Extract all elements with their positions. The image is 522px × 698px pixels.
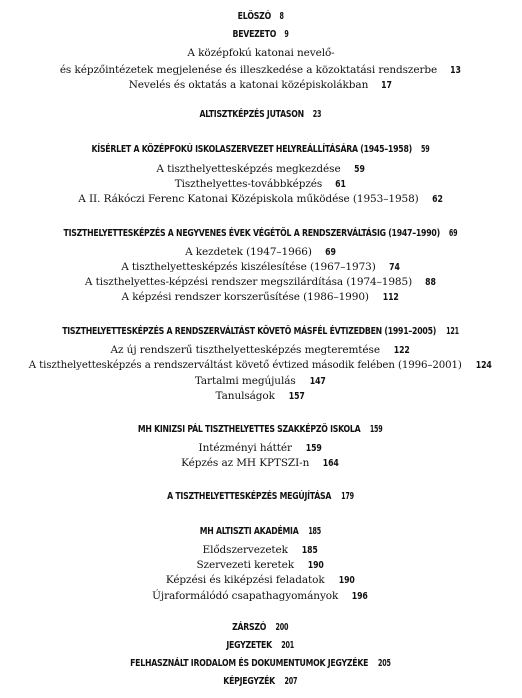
page-number: 157 xyxy=(288,391,305,402)
toc-subitem: és képzőintézetek megjelenése és illeszkedése a közoktatási rendszerbe 13 xyxy=(59,64,461,76)
toc-heading: A TISZTHELYETTESKÉPZÉS MEGÚJÍTÁSA 179 xyxy=(167,491,354,502)
page-number: 122 xyxy=(393,345,410,356)
toc-subitem: Újraformálódó csapathagyományok 196 xyxy=(152,590,369,602)
toc-subitem: Nevelés és oktatás a katonai középiskolákban 17 xyxy=(128,79,393,91)
toc-heading: FELHASZNÁLT IRODALOM ÉS DOKUMENTUMOK JEGYZÉKE 205 xyxy=(130,658,391,669)
page-number: 124 xyxy=(475,360,492,371)
page-number: 205 xyxy=(377,658,391,669)
toc-heading-eloszo: ELŐSZÓ 8 xyxy=(237,11,284,22)
page-number: 179 xyxy=(340,491,354,502)
page-number: 69 xyxy=(325,247,336,258)
toc-subitem: Szervezeti keretek 190 xyxy=(196,559,324,571)
page-number: 23 xyxy=(313,109,322,120)
page-number: 69 xyxy=(449,228,458,239)
toc-subitem: A tiszthelyettesképzés kiszélesítése (1967–1973) 74 xyxy=(121,261,400,273)
toc-subitem: Tartalmi megújulás 147 xyxy=(194,375,326,387)
toc-subitem: A tiszthelyettes-képzési rendszer megszilárdítása (1974–1985) 88 xyxy=(84,276,436,288)
toc-heading: MH KINIZSI PÁL TISZTHELYETTES SZAKKÉPZŐ ISKOLA 159 xyxy=(137,424,383,435)
toc-heading: ALTISZTKÉPZÉS JUTASON 23 xyxy=(199,109,322,120)
toc-heading: TISZTHELYETTESKÉPZÉS A RENDSZERVÁLTÁST KÖVETŐ MÁSFÉL ÉVTIZEDBEN (1991–2005) 121 xyxy=(62,326,459,337)
page-number: 196 xyxy=(352,591,369,602)
toc-subitem: A II. Rákóczi Ferenc Katonai Középiskola működése (1953–1958) 62 xyxy=(78,193,443,205)
page-number: 59 xyxy=(421,144,430,155)
toc-subitem: A tiszthelyettesképzés megkezdése 59 xyxy=(156,163,365,175)
toc-heading: TISZTHELYETTESKÉPZÉS A NEGYVENES ÉVEK VÉGÉTŐL A RENDSZERVÁLTÁSIG (1947–1990) 69 xyxy=(63,228,458,239)
toc-subitem: A kezdetek (1947–1966) 69 xyxy=(185,246,336,258)
toc-heading: KÍSÉRLET A KÖZÉPFOKÚ ISKOLASZERVEZET HELYREÁLLÍTÁSÁRA (1945–1958) 59 xyxy=(91,144,430,155)
page-number: 59 xyxy=(353,164,365,175)
toc-heading-bevezeto: BEVEZETŐ 9 xyxy=(232,29,289,40)
page-number: 17 xyxy=(381,80,393,91)
page-number: 62 xyxy=(431,194,443,205)
toc-subitem: Az új rendszerű tiszthelyettesképzés megteremtése 122 xyxy=(110,344,410,356)
page-number: 190 xyxy=(338,575,355,586)
page-number: 159 xyxy=(370,424,383,435)
page-number: 88 xyxy=(425,277,436,288)
toc-heading: JEGYZETEK 201 xyxy=(226,640,295,651)
toc-subitem: Képzési és kiképzési feladatok 190 xyxy=(165,574,355,586)
toc-subitem: A középfokú katonai nevelő- xyxy=(187,47,335,59)
page-number: 207 xyxy=(284,676,298,687)
page-number: 201 xyxy=(281,640,295,651)
toc-heading: KÉPJEGYZÉK 207 xyxy=(223,676,298,687)
page-number: 13 xyxy=(450,65,461,76)
page-number: 164 xyxy=(323,458,340,469)
toc-subitem: Elődszervezetek 185 xyxy=(202,544,318,556)
page-number: 185 xyxy=(301,545,318,556)
page-number: 74 xyxy=(388,262,400,273)
toc-subitem: Tiszthelyettes-továbbképzés 61 xyxy=(174,178,347,190)
page-number: 9 xyxy=(284,29,289,40)
toc-subitem: A tiszthelyettesképzés a rendszerváltást követő évtized második felében (1996–2001) 124 xyxy=(28,360,492,371)
toc-heading: MH ALTISZTI AKADÉMIA 185 xyxy=(199,526,321,537)
page-number: 190 xyxy=(307,560,324,571)
page-number: 61 xyxy=(335,179,347,190)
page-number: 8 xyxy=(279,11,284,22)
page-number: 185 xyxy=(308,526,321,537)
toc-heading: ZÁRSZÓ 200 xyxy=(232,622,289,633)
toc-subitem: Tanulságok 157 xyxy=(215,390,305,402)
page-number: 112 xyxy=(382,292,399,303)
page-number: 147 xyxy=(309,376,326,387)
page-number: 121 xyxy=(445,326,459,337)
toc-subitem: Képzés az MH KPTSZI-n 164 xyxy=(181,457,340,469)
toc-subitem: Intézményi háttér 159 xyxy=(198,442,322,454)
toc-subitem: A képzési rendszer korszerűsítése (1986–1990) 112 xyxy=(121,291,399,303)
page-number: 159 xyxy=(305,443,322,454)
page-number: 200 xyxy=(275,622,289,633)
